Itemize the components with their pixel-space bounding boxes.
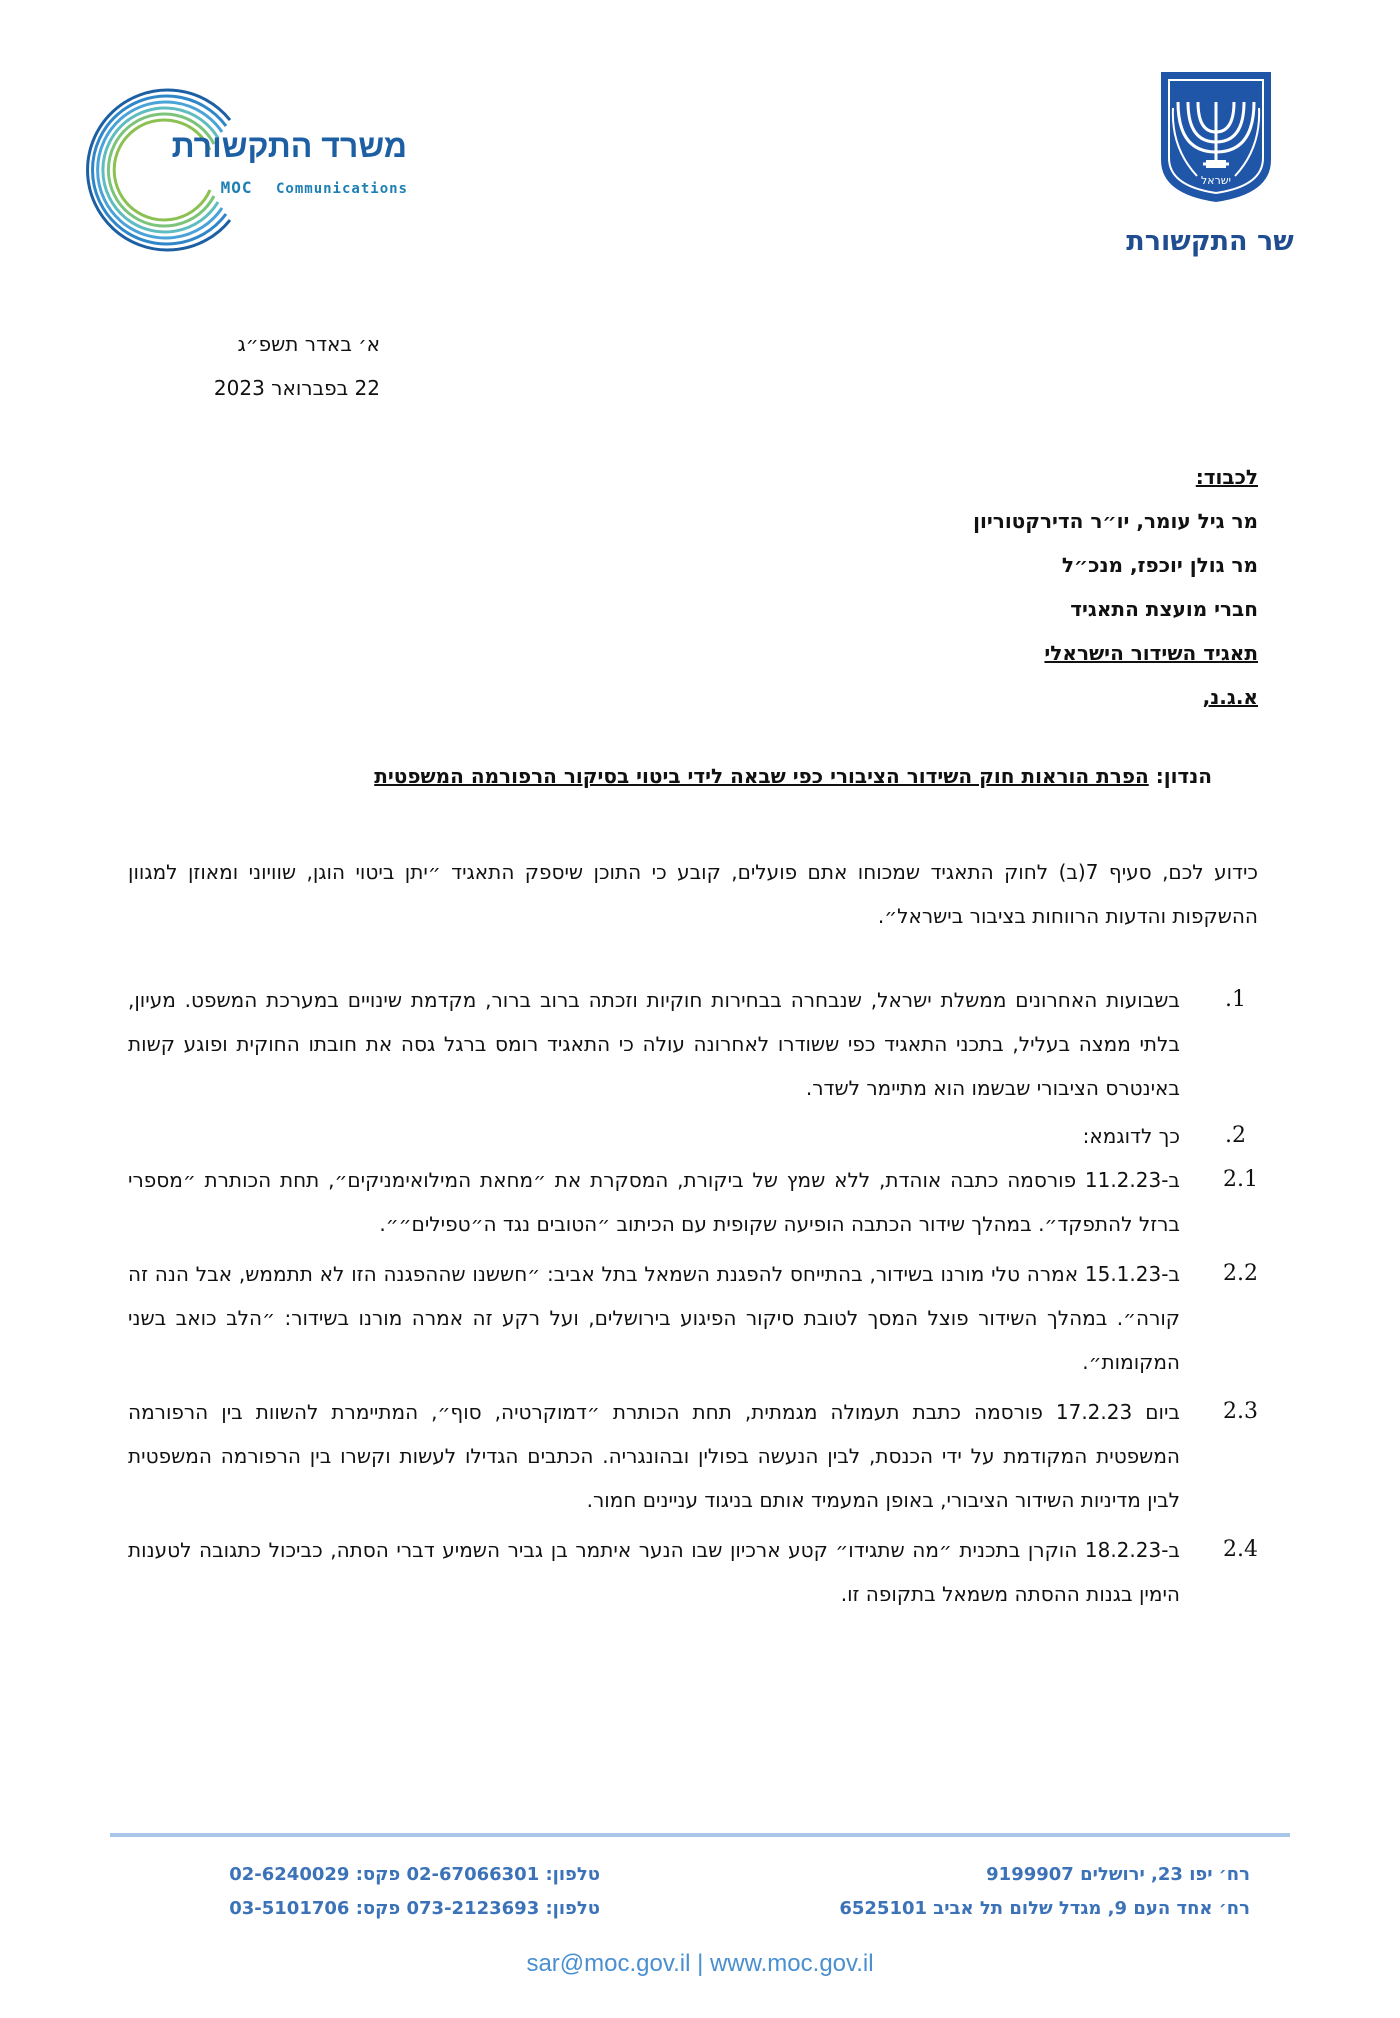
sub-item-text: ב-11.2.23 פורסמה כתבה אוהדת, ללא שמץ של ביקורת, המסקרת את ״מחאת המילואימניקים״, תחת הכותרת ״מספרי ברזל להתפקד״. במהלך שידור הכתבה הופיעה שקופית עם הכיתוב ״הטובים נגד ה״טפילים״״.	[128, 1168, 1180, 1236]
letter-dates	[120, 322, 380, 410]
sub-item	[128, 1528, 1258, 1616]
sub-item	[128, 1390, 1258, 1522]
recipient-line: חברי מועצת התאגיד	[1070, 597, 1258, 621]
sub-item-text: ב-15.1.23 אמרה טלי מורנו בשידור, בהתייחס להפגנת השמאל בתל אביב: ״חששנו שההפגנה הזו לא תתממש, אבל הנה זה קורה״. במהלך השידור פוצל המסך לטובת סיקור הפיגוע בירושלים, ועל רקע זה אמרה מורנו בשידור: ״הלב כואב בשני המקומות״.	[128, 1262, 1180, 1374]
recipient-line: מר גיל עומר, יו״ר הדירקטוריון	[973, 509, 1258, 533]
moc-logo-hebrew: משרד התקשורת	[171, 128, 407, 164]
moc-logo-english	[138, 178, 408, 197]
letter-body	[128, 850, 1258, 1622]
phones-jerusalem: טלפון: 02-67066301 פקס: 02-6240029	[229, 1864, 600, 1885]
numbered-item	[128, 1114, 1258, 1158]
recipients-block	[558, 455, 1258, 719]
subject-line	[192, 764, 1212, 788]
moc-ring-icon	[80, 80, 260, 260]
recipient-organization: תאגיד השידור הישראלי	[1044, 641, 1258, 665]
salutation: א.ג.נ,	[1202, 685, 1258, 709]
item-text: כך לדוגמא:	[1082, 1124, 1180, 1148]
minister-header	[1090, 68, 1330, 268]
phones-telaviv: טלפון: 073-2123693 פקס: 03-5101706	[229, 1898, 600, 1919]
sub-item-number: 2.2	[1223, 1261, 1258, 1286]
sub-item-number: 2.4	[1223, 1537, 1258, 1562]
sub-item-text: ב-18.2.23 הוקרן בתכנית ״מה שתגידו״ קטע ארכיון שבו הנער איתמר בן גביר השמיע דברי הסתה, כביכול כתגובה לטענות הימין בגנות ההסתה משמאל בתקופה זו.	[128, 1538, 1180, 1606]
address-telaviv: רח׳ אחד העם 9, מגדל שלום תל אביב 6525101	[839, 1898, 1250, 1919]
footer-contacts	[150, 1858, 1250, 1938]
item-number: 2.	[1225, 1123, 1246, 1148]
footer-addresses	[750, 1858, 1250, 1926]
moc-logo-abbr: MOC	[220, 178, 253, 197]
sub-item	[128, 1252, 1258, 1384]
item-text: בשבועות האחרונים ממשלת ישראל, שנבחרה בבחירות חוקיות וזכתה ברוב ברור, מקדמת שינויים במערכת המשפט. מעיון, בלתי ממצה בעליל, בתכני התאגיד כפי ששודרו לאחרונה עולה כי התאגיד רומס ברגל גסה את חובתו החוקית ופוגע קשות באינטרס הציבורי שבשמו הוא מתיימר לשדר.	[128, 988, 1180, 1100]
sub-item	[128, 1158, 1258, 1246]
intro-paragraph: כידוע לכם, סעיף 7(ב) לחוק התאגיד שמכוחו אתם פועלים, קובע כי התוכן שיספק התאגיד ״יתן ביטוי הוגן, שוויוני ומאוזן למגוון ההשקפות והדעות הרווחות בציבור בישראל״.	[128, 860, 1258, 928]
moc-logo	[80, 80, 408, 260]
item-number: 1.	[1225, 987, 1246, 1012]
sub-item-number: 2.1	[1223, 1167, 1258, 1192]
footer-phones	[180, 1858, 600, 1926]
gregorian-date: 22 בפברואר 2023	[213, 376, 380, 400]
sub-item-number: 2.3	[1223, 1399, 1258, 1424]
footer-divider	[110, 1833, 1290, 1837]
footer-web-links[interactable]: sar@moc.gov.il | www.moc.gov.il	[526, 1950, 874, 1977]
greeting: לכבוד:	[1195, 465, 1258, 489]
sub-item-text: ביום 17.2.23 פורסמה כתבת תעמולה מגמתית, תחת הכותרת ״דמוקרטיה, סוף״, המתיימרת להשוות בין הרפורמה המשפטית המקודמת על ידי הכנסת, לבין הנעשה בפולין ובהונגריה. הכתבים הגדילו לעשות וקשרו בין הרפורמה המשפטית לבין מדיניות השידור הציבורי, באופן המעמיד אותם בניגוד עניינים חמור.	[128, 1400, 1180, 1512]
hebrew-date: א׳ באדר תשפ״ג	[237, 332, 380, 356]
minister-title: שר התקשורת	[1126, 226, 1294, 257]
emblem-caption: ישראל	[1200, 174, 1232, 187]
subject-text: הפרת הוראות חוק השידור הציבורי כפי שבאה לידי ביטוי בסיקור הרפורמה המשפטית	[374, 764, 1149, 788]
address-jerusalem: רח׳ יפו 23, ירושלים 9199907	[986, 1864, 1250, 1885]
recipient-line: מר גולן יוכפז, מנכ״ל	[1061, 553, 1258, 577]
subject-label: הנדון:	[1155, 764, 1212, 788]
state-emblem-icon	[1157, 68, 1275, 206]
moc-logo-word: Communications	[275, 181, 408, 197]
numbered-item	[128, 978, 1258, 1110]
